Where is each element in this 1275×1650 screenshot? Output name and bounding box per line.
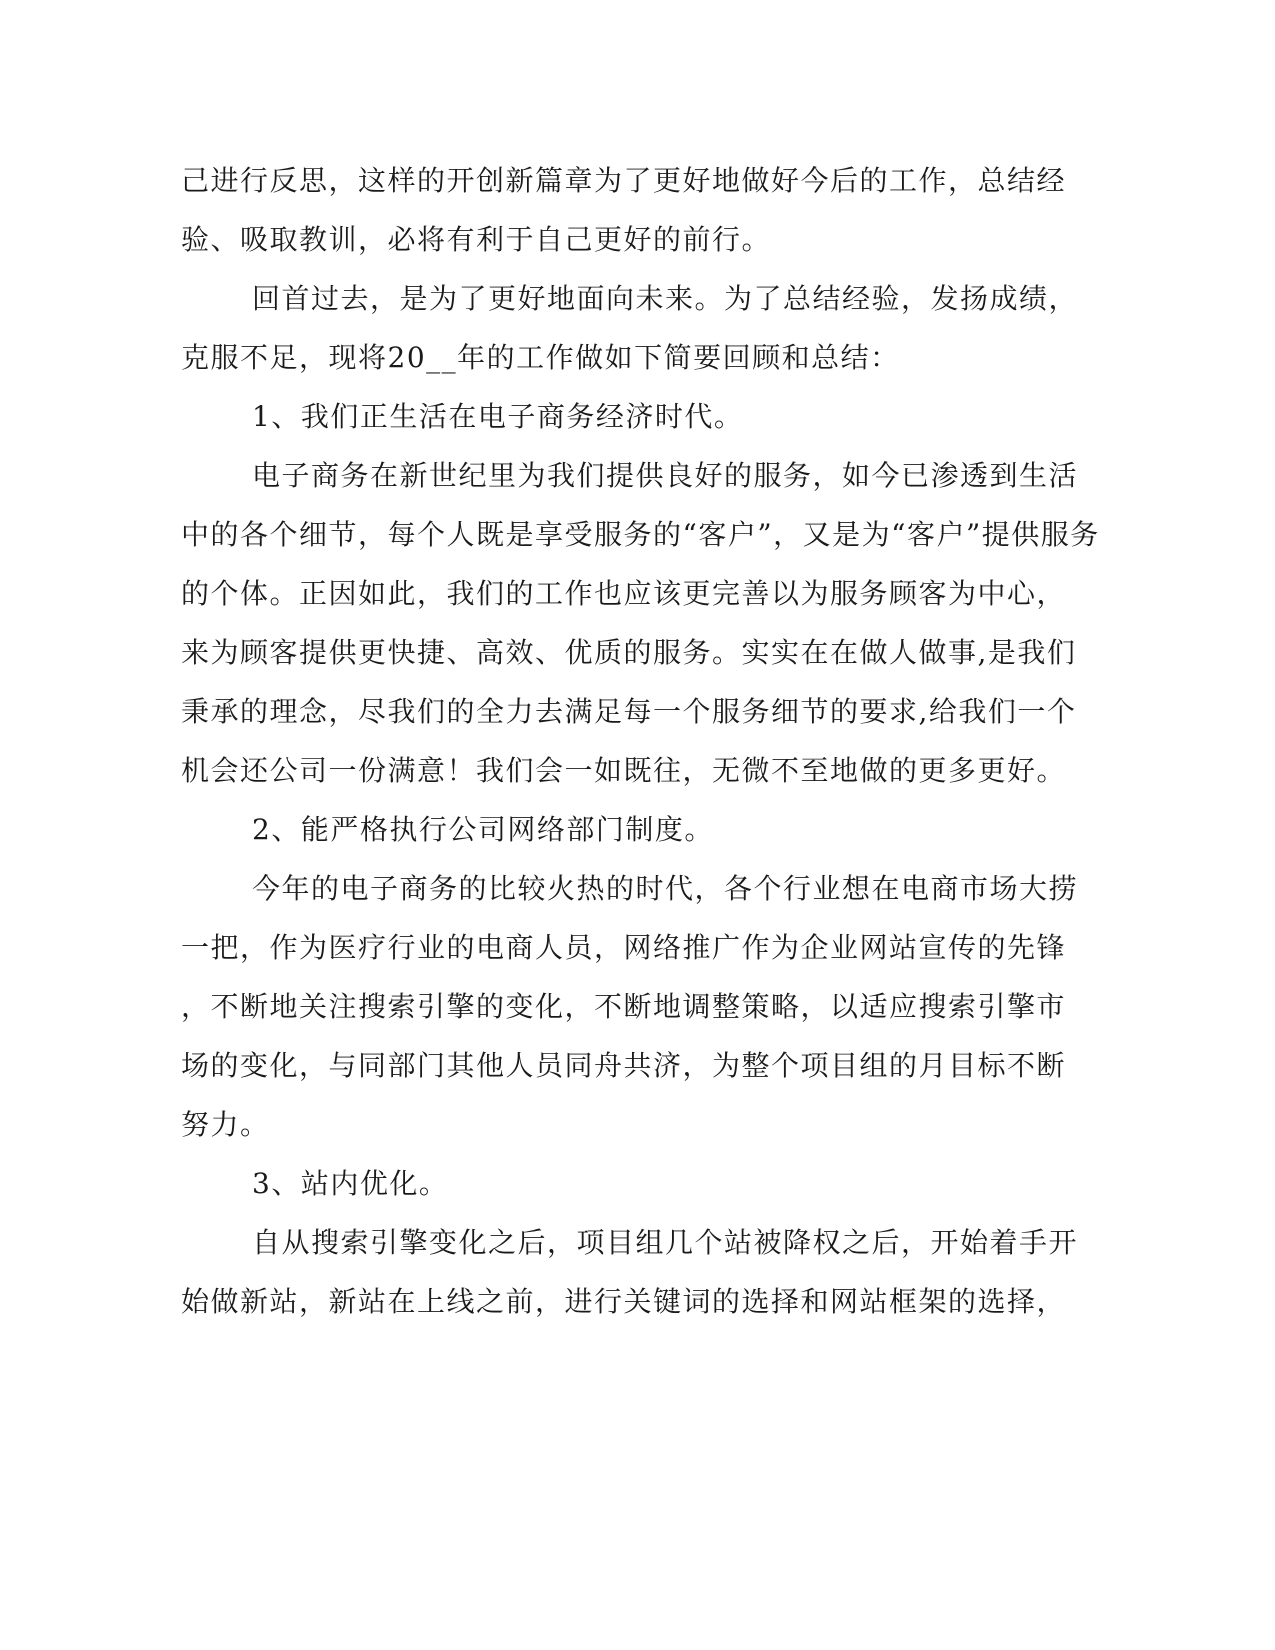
text-line: ，不断地关注搜索引擎的变化，不断地调整策略，以适应搜索引擎市 [181, 990, 1067, 1023]
text-line: 验、吸取教训，必将有利于自己更好的前行。 [181, 223, 772, 256]
text-line: 自从搜索引擎变化之后，项目组几个站被降权之后，开始着手开 [252, 1226, 1079, 1259]
text-line: 努力。 [181, 1108, 270, 1141]
text-line: 克服不足，现将20__年的工作做如下简要回顾和总结： [181, 341, 900, 374]
text-line: 秉承的理念，尽我们的全力去满足每一个服务细节的要求,给我们一个 [181, 695, 1077, 728]
text-line: 的个体。正因如此，我们的工作也应该更完善以为服务顾客为中心， [181, 577, 1067, 610]
text-line: 2、能严格执行公司网络部门制度。 [252, 813, 714, 846]
text-line: 机会还公司一份满意！我们会一如既往，无微不至地做的更多更好。 [181, 754, 1067, 787]
text-line: 场的变化，与同部门其他人员同舟共济，为整个项目组的月目标不断 [181, 1049, 1067, 1082]
text-line: 今年的电子商务的比较火热的时代，各个行业想在电商市场大捞 [252, 872, 1079, 905]
text-line: 1、我们正生活在电子商务经济时代。 [252, 400, 744, 433]
text-line: 来为顾客提供更快捷、高效、优质的服务。实实在在做人做事,是我们 [181, 636, 1077, 669]
text-line: 中的各个细节，每个人既是享受服务的“客户”，又是为“客户”提供服务 [181, 518, 1100, 551]
text-line: 始做新站，新站在上线之前，进行关键词的选择和网站框架的选择， [181, 1285, 1067, 1318]
text-line: 一把，作为医疗行业的电商人员，网络推广作为企业网站宣传的先锋 [181, 931, 1067, 964]
text-line: 己进行反思，这样的开创新篇章为了更好地做好今后的工作，总结经 [181, 164, 1067, 197]
text-line: 回首过去，是为了更好地面向未来。为了总结经验，发扬成绩， [252, 282, 1079, 315]
text-line: 3、站内优化。 [252, 1167, 449, 1200]
text-line: 电子商务在新世纪里为我们提供良好的服务，如今已渗透到生活 [252, 459, 1079, 492]
